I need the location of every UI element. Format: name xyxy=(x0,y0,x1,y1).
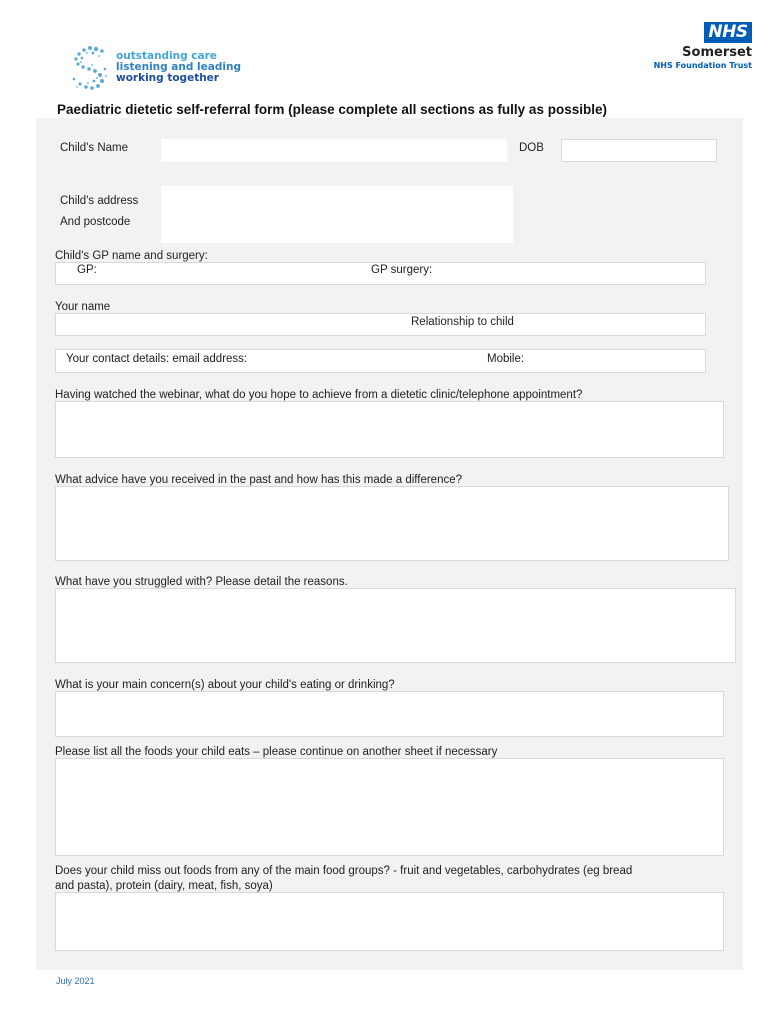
struggled-question-label: What have you struggled with? Please detail the reasons. xyxy=(55,576,348,588)
food-groups-answer-field[interactable] xyxy=(55,892,724,951)
trust-tagline xyxy=(116,51,241,84)
foods-question-label: Please list all the foods your child eats – please continue on another sheet if necessary xyxy=(55,746,498,758)
dob-field[interactable] xyxy=(561,139,717,162)
contact-email-label: Your contact details: email address: xyxy=(66,353,248,365)
childs-name-label: Child's Name xyxy=(60,142,129,154)
nhs-logo: NHS xyxy=(704,22,752,43)
gp-label: GP: xyxy=(77,264,97,276)
struggled-answer-field[interactable] xyxy=(55,588,736,663)
relationship-label: Relationship to child xyxy=(411,316,514,328)
childs-address-field[interactable] xyxy=(161,186,513,243)
webinar-question-label: Having watched the webinar, what do you hope to achieve from a dietetic clinic/telephone appointment? xyxy=(55,389,583,401)
footer-date: July 2021 xyxy=(56,976,95,986)
postcode-label: And postcode xyxy=(60,216,131,228)
concern-answer-field[interactable] xyxy=(55,691,724,737)
food-groups-question-label: Does your child miss out foods from any of the main food groups? - fruit and vegetables, carbohydrates (eg bread xyxy=(55,865,633,877)
your-name-field[interactable] xyxy=(55,313,706,336)
advice-question-label: What advice have you received in the past and how has this made a difference? xyxy=(55,474,463,486)
org-name: Somerset xyxy=(682,45,752,60)
dob-label: DOB xyxy=(519,142,544,154)
concern-question-label: What is your main concern(s) about your child's eating or drinking? xyxy=(55,679,395,691)
webinar-answer-field[interactable] xyxy=(55,401,724,458)
tagline-line-2: listening and leading xyxy=(116,61,241,73)
advice-answer-field[interactable] xyxy=(55,486,729,561)
gp-surgery-label: GP surgery: xyxy=(371,264,433,276)
foods-answer-field[interactable] xyxy=(55,758,724,856)
tagline-line-1: outstanding care xyxy=(116,50,217,62)
your-name-label: Your name xyxy=(55,301,111,313)
food-groups-question-label-2: and pasta), protein (dairy, meat, fish, soya) xyxy=(55,880,273,892)
trust-swirl-logo xyxy=(66,42,118,94)
childs-name-field[interactable] xyxy=(161,139,507,162)
tagline-line-3: working together xyxy=(116,72,219,84)
mobile-label: Mobile: xyxy=(487,353,525,365)
form-title: Paediatric dietetic self-referral form (please complete all sections as fully as possible) xyxy=(57,102,607,117)
childs-address-label: Child's address xyxy=(60,195,139,207)
trust-name: NHS Foundation Trust xyxy=(653,61,752,70)
gp-heading-label: Child's GP name and surgery: xyxy=(55,250,208,262)
